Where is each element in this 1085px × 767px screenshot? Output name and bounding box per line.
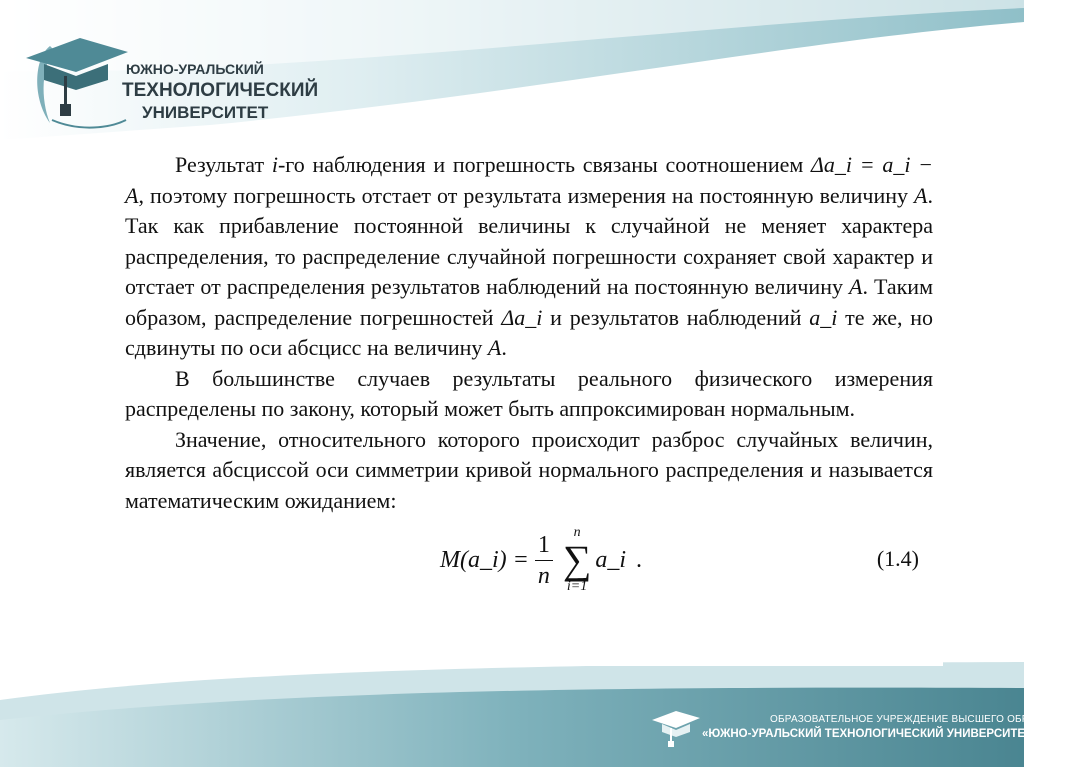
- equation-number: (1.4): [876, 546, 919, 571]
- footer-logo: [650, 708, 1085, 758]
- logo-line-1: ЮЖНО-УРАЛЬСКИЙ: [126, 61, 264, 77]
- footer-line-1: ОБРАЗОВАТЕЛЬНОЕ УЧРЕЖДЕНИЕ ВЫСШЕГО ОБРАЗОВАНИЯ: [770, 714, 1085, 725]
- text-content: [113, 140, 943, 666]
- graduation-cap-icon: [20, 28, 130, 133]
- formula-expression: M(a_i) = $\frac{1}{n}$ n ∑ i=1 a_i .: [440, 525, 643, 594]
- formula-sum: n ∑ i=1: [562, 525, 592, 594]
- formula-term: a_i: [595, 546, 627, 573]
- logo-line-3: УНИВЕРСИТЕТ: [142, 103, 269, 122]
- formula-lhs: M(a_i) =: [440, 546, 529, 573]
- footer-line-2: «ЮЖНО-УРАЛЬСКИЙ ТЕХНОЛОГИЧЕСКИЙ УНИВЕРСИТЕТ»: [702, 728, 1039, 740]
- university-logo: [20, 28, 319, 138]
- logo-line-2: ТЕХНОЛОГИЧЕСКИЙ: [122, 80, 319, 101]
- paragraph-2: В большинстве случаев результаты реального физического измерения распределены по закону, который может быть аппроксимирован нормальным.: [125, 365, 933, 421]
- formula-1-4: [125, 522, 933, 604]
- inline-equation: Δa_i = a_i − A: [125, 152, 934, 208]
- paragraph-1: Результат i-го наблюдения и погрешность связаны соотношением Δa_i = a_i − A, поэтому погрешность отстает от результата измерения на постоянную величину A. Так как прибавление постоянной величины к случайной не меняет характера распределения, то распределение случайной погрешности сохраняет свой характер и отстает от распределения результатов наблюдений на постоянную величину A. Таким образом, распределение погрешностей Δa_i и результатов наблюдений a_i те же, но сдвинуты по оси абсцисс на величину A.: [125, 152, 934, 360]
- formula-fraction: $\frac{1}{n}$: [535, 530, 553, 591]
- paragraph-3: Значение, относительного которого происходит разброс случайных величин, является абсциссой оси симметрии кривой нормального распределения и называется математическим ожиданием:: [125, 426, 933, 513]
- footer-graduation-cap-icon: [650, 708, 702, 752]
